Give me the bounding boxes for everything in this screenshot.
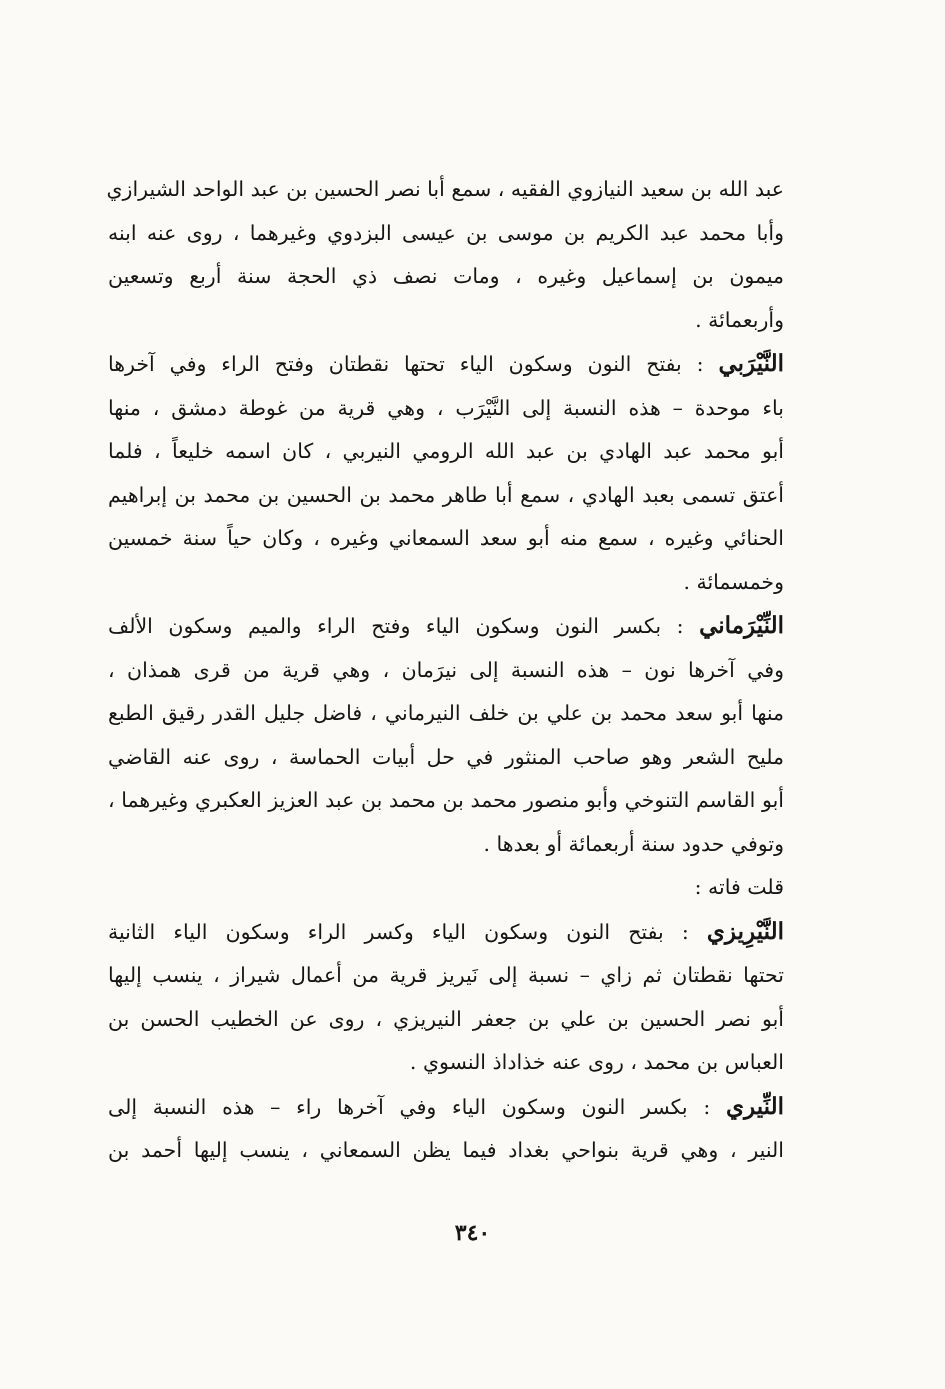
text-line: وأربعمائة .	[695, 307, 784, 332]
text-line: باء موحدة – هذه النسبة إلى النَّيْرَب ، وهي قرية من غوطة دمشق ، منها	[108, 395, 784, 420]
text-line: أبو القاسم التنوخي وأبو منصور محمد بن محمد بن عبد العزيز العكبري وغيرهما ،	[108, 788, 784, 812]
text-segment: بفتح النون وسكون الياء تحتها نقطتان وفتح الراء وفي آخرها	[108, 352, 682, 376]
text-line: أبو محمد عبد الهادي بن عبد الله الرومي النيربي ، كان اسمه خليعاً ، فلما	[108, 439, 784, 463]
text-block	[108, 168, 784, 1173]
text-segment: بفتح النون وسكون الياء وكسر الراء وسكون الياء الثانية	[108, 919, 664, 944]
text-segment: بكسر النون وسكون الياء وفتح الراء والميم وسكون الألف	[108, 614, 662, 638]
entry-heading: النَّيْرَبي	[718, 350, 784, 377]
text-line: وتوفي حدود سنة أربعمائة أو بعدها .	[483, 831, 784, 856]
entry-heading: النِّيْرَماني	[699, 612, 784, 639]
entry-first-line: النِّيْرَماني : بكسر النون وسكون الياء وفتح الراء والميم وسكون الألف	[108, 612, 784, 639]
text-line: ميمون بن إسماعيل وغيره ، ومات نصف ذي الحجة سنة أربع وتسعين	[108, 264, 784, 288]
text-line: العباس بن محمد ، روى عنه خذاداذ النسوي .	[409, 1050, 784, 1074]
text-segment: بكسر النون وسكون الياء وفي آخرها راء – هذه النسبة إلى	[108, 1094, 688, 1119]
text-line: النير ، وهي قرية بنواحي بغداد فيما يظن السمعاني ، ينسب إليها أحمد بن	[108, 1138, 784, 1162]
text-line: أعتق تسمى بعبد الهادي ، سمع أبا طاهر محمد بن الحسين بن محمد بن إبراهيم	[108, 482, 784, 507]
page-number: ٣٤٠	[454, 1220, 491, 1246]
text-line: وفي آخرها نون – هذه النسبة إلى نيرَمان ، وهي قرية من قرى همذان ،	[108, 657, 784, 682]
entry-heading: النَّيْرِيزي	[706, 917, 784, 945]
text-line: الحنائي وغيره ، سمع منه أبو سعد السمعاني وغيره ، وكان حياً سنة خمسين	[108, 526, 784, 550]
text-line: أبو نصر الحسين بن علي بن جعفر النيريزي ، روى عن الخطيب الحسن بن	[108, 1006, 784, 1031]
text-line: مليح الشعر وهو صاحب المنثور في حل أبيات الحماسة ، روى عنه القاضي	[108, 744, 784, 769]
entry-first-line: النِّيري : بكسر النون وسكون الياء وفي آخرها راء – هذه النسبة إلى	[108, 1092, 784, 1120]
text-line: منها أبو سعد محمد بن علي بن خلف النيرماني ، فاضل جليل القدر رقيق الطبع	[108, 701, 784, 725]
text-line: تحتها نقطتان ثم زاي – نسبة إلى نَيريز قرية من أعمال شيراز ، ينسب إليها	[108, 963, 784, 987]
text-line: عبد الله بن سعيد النيازوي الفقيه ، سمع أبا نصر الحسين بن عبد الواحد الشيرازي	[106, 177, 784, 201]
entry-heading: النِّيري	[726, 1092, 784, 1120]
entry-first-line: النَّيْرِيزي : بفتح النون وسكون الياء وكسر الراء وسكون الياء الثانية	[108, 917, 784, 945]
text-line: وخمسمائة .	[683, 569, 784, 594]
entry-first-line: النَّيْرَبي : بفتح النون وسكون الياء تحتها نقطتان وفتح الراء وفي آخرها	[108, 350, 784, 377]
note-line: قلت فاته :	[694, 875, 784, 899]
text-line: وأبا محمد عبد الكريم بن موسى بن عيسى البزدوي وغيرهما ، روى عنه ابنه	[108, 220, 784, 245]
